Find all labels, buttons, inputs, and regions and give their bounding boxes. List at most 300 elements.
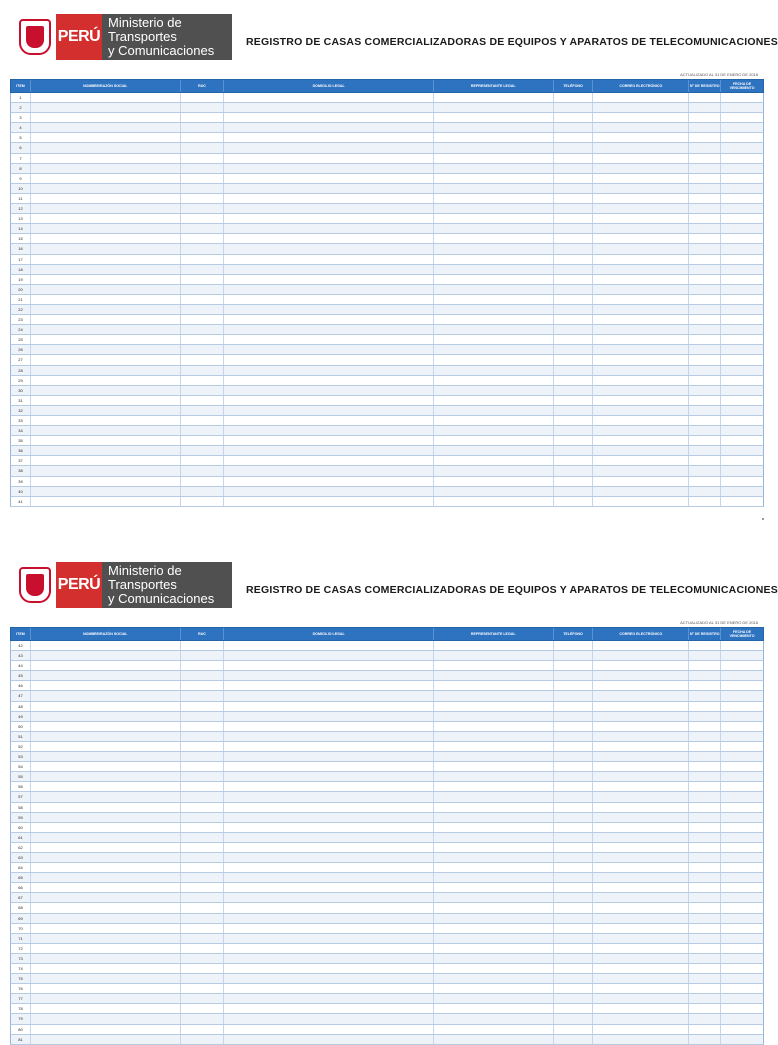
table-row	[10, 143, 764, 153]
cell-phone	[554, 426, 594, 435]
cell-email	[593, 823, 689, 832]
cell-name	[31, 954, 181, 963]
cell-legal-rep	[434, 903, 554, 912]
cell-address	[224, 1004, 433, 1013]
cell-expiry-date	[721, 194, 763, 203]
cell-registry-number	[689, 335, 721, 344]
cell-item: 14	[11, 224, 31, 233]
cell-phone	[554, 234, 594, 243]
cell-ruc	[181, 154, 225, 163]
cell-registry-number	[689, 924, 721, 933]
table-row	[10, 345, 764, 355]
cell-item: 13	[11, 214, 31, 223]
table-row	[10, 325, 764, 335]
cell-ruc	[181, 335, 225, 344]
cell-legal-rep	[434, 285, 554, 294]
cell-item: 61	[11, 833, 31, 842]
cell-phone	[554, 994, 594, 1003]
cell-email	[593, 742, 689, 751]
cell-address	[224, 944, 433, 953]
document-page-2	[0, 548, 778, 1042]
cell-registry-number	[689, 436, 721, 445]
cell-item: 2	[11, 103, 31, 112]
column-header-registry-number: Nº DE REGISTRO	[689, 80, 721, 92]
cell-legal-rep	[434, 355, 554, 364]
cell-registry-number	[689, 93, 721, 102]
cell-expiry-date	[721, 224, 763, 233]
cell-registry-number	[689, 154, 721, 163]
cell-phone	[554, 436, 594, 445]
cell-address	[224, 184, 433, 193]
cell-item: 41	[11, 497, 31, 506]
cell-address	[224, 234, 433, 243]
cell-address	[224, 143, 433, 152]
cell-name	[31, 194, 181, 203]
cell-phone	[554, 174, 594, 183]
cell-phone	[554, 964, 594, 973]
cell-legal-rep	[434, 466, 554, 475]
ministry-name-box	[102, 562, 232, 608]
cell-address	[224, 914, 433, 923]
cell-phone	[554, 487, 594, 496]
peru-crest-icon	[14, 14, 56, 60]
cell-ruc	[181, 113, 225, 122]
cell-registry-number	[689, 782, 721, 791]
cell-ruc	[181, 873, 225, 882]
cell-address	[224, 671, 433, 680]
cell-registry-number	[689, 984, 721, 993]
cell-address	[224, 325, 433, 334]
cell-address	[224, 255, 433, 264]
cell-expiry-date	[721, 954, 763, 963]
cell-email	[593, 143, 689, 152]
cell-email	[593, 456, 689, 465]
table-row	[10, 234, 764, 244]
cell-legal-rep	[434, 742, 554, 751]
cell-email	[593, 345, 689, 354]
cell-expiry-date	[721, 762, 763, 771]
cell-legal-rep	[434, 1035, 554, 1044]
cell-phone	[554, 355, 594, 364]
cell-item: 69	[11, 914, 31, 923]
cell-legal-rep	[434, 446, 554, 455]
cell-name	[31, 103, 181, 112]
cell-legal-rep	[434, 497, 554, 506]
cell-address	[224, 792, 433, 801]
cell-name	[31, 497, 181, 506]
cell-ruc	[181, 803, 225, 812]
table-row	[10, 853, 764, 863]
cell-registry-number	[689, 863, 721, 872]
cell-email	[593, 702, 689, 711]
cell-ruc	[181, 406, 225, 415]
table-row	[10, 154, 764, 164]
cell-email	[593, 123, 689, 132]
cell-email	[593, 244, 689, 253]
cell-address	[224, 702, 433, 711]
cell-name	[31, 143, 181, 152]
column-header-name: NOMBRE/RAZÓN SOCIAL	[31, 80, 181, 92]
cell-ruc	[181, 944, 225, 953]
cell-expiry-date	[721, 174, 763, 183]
cell-name	[31, 742, 181, 751]
cell-phone	[554, 386, 594, 395]
cell-item: 71	[11, 934, 31, 943]
cell-item: 52	[11, 742, 31, 751]
table-row	[10, 974, 764, 984]
cell-name	[31, 396, 181, 405]
cell-name	[31, 214, 181, 223]
table-row	[10, 823, 764, 833]
cell-item: 23	[11, 315, 31, 324]
cell-phone	[554, 1025, 594, 1034]
cell-registry-number	[689, 255, 721, 264]
cell-phone	[554, 244, 594, 253]
cell-item: 73	[11, 954, 31, 963]
cell-ruc	[181, 833, 225, 842]
cell-registry-number	[689, 843, 721, 852]
cell-phone	[554, 873, 594, 882]
cell-name	[31, 661, 181, 670]
cell-ruc	[181, 204, 225, 213]
cell-address	[224, 376, 433, 385]
cell-address	[224, 487, 433, 496]
cell-ruc	[181, 984, 225, 993]
updated-date: ACTUALIZADO AL 31 DE ENERO DE 2018	[680, 72, 758, 77]
cell-email	[593, 732, 689, 741]
cell-legal-rep	[434, 93, 554, 102]
cell-address	[224, 1025, 433, 1034]
cell-phone	[554, 93, 594, 102]
cell-item: 5	[11, 133, 31, 142]
cell-address	[224, 984, 433, 993]
cell-name	[31, 994, 181, 1003]
cell-phone	[554, 497, 594, 506]
cell-expiry-date	[721, 641, 763, 650]
cell-registry-number	[689, 752, 721, 761]
cell-expiry-date	[721, 752, 763, 761]
cell-registry-number	[689, 426, 721, 435]
cell-phone	[554, 762, 594, 771]
cell-ruc	[181, 994, 225, 1003]
registry-table	[10, 79, 764, 507]
cell-address	[224, 843, 433, 852]
cell-item: 72	[11, 944, 31, 953]
cell-ruc	[181, 1014, 225, 1023]
cell-expiry-date	[721, 651, 763, 660]
cell-name	[31, 376, 181, 385]
cell-email	[593, 113, 689, 122]
table-row	[10, 285, 764, 295]
table-row	[10, 883, 764, 893]
cell-expiry-date	[721, 265, 763, 274]
cell-phone	[554, 477, 594, 486]
cell-legal-rep	[434, 813, 554, 822]
cell-ruc	[181, 671, 225, 680]
updated-date: ACTUALIZADO AL 31 DE ENERO DE 2018	[680, 620, 758, 625]
cell-name	[31, 234, 181, 243]
table-row	[10, 477, 764, 487]
cell-ruc	[181, 722, 225, 731]
cell-address	[224, 1014, 433, 1023]
cell-ruc	[181, 244, 225, 253]
cell-ruc	[181, 863, 225, 872]
cell-address	[224, 974, 433, 983]
cell-address	[224, 446, 433, 455]
cell-phone	[554, 1035, 594, 1044]
cell-ruc	[181, 265, 225, 274]
cell-address	[224, 174, 433, 183]
table-row	[10, 651, 764, 661]
cell-registry-number	[689, 184, 721, 193]
cell-expiry-date	[721, 366, 763, 375]
cell-email	[593, 833, 689, 842]
registry-table	[10, 627, 764, 1045]
cell-legal-rep	[434, 396, 554, 405]
cell-ruc	[181, 661, 225, 670]
cell-email	[593, 1004, 689, 1013]
column-header-expiry-date: FECHA DE VENCIMIENTO	[729, 82, 755, 90]
cell-email	[593, 651, 689, 660]
cell-registry-number	[689, 466, 721, 475]
table-row	[10, 275, 764, 285]
cell-expiry-date	[721, 184, 763, 193]
cell-email	[593, 466, 689, 475]
table-row	[10, 93, 764, 103]
cell-expiry-date	[721, 416, 763, 425]
cell-legal-rep	[434, 366, 554, 375]
cell-ruc	[181, 416, 225, 425]
cell-address	[224, 964, 433, 973]
cell-registry-number	[689, 123, 721, 132]
cell-address	[224, 275, 433, 284]
cell-item: 75	[11, 974, 31, 983]
cell-phone	[554, 792, 594, 801]
cell-phone	[554, 113, 594, 122]
cell-address	[224, 285, 433, 294]
cell-address	[224, 335, 433, 344]
cell-item: 30	[11, 386, 31, 395]
cell-expiry-date	[721, 732, 763, 741]
cell-item: 80	[11, 1025, 31, 1034]
cell-email	[593, 883, 689, 892]
cell-address	[224, 396, 433, 405]
cell-expiry-date	[721, 386, 763, 395]
cell-registry-number	[689, 994, 721, 1003]
cell-phone	[554, 456, 594, 465]
cell-expiry-date	[721, 944, 763, 953]
cell-address	[224, 345, 433, 354]
cell-item: 76	[11, 984, 31, 993]
cell-registry-number	[689, 1014, 721, 1023]
table-row	[10, 954, 764, 964]
cell-expiry-date	[721, 964, 763, 973]
cell-registry-number	[689, 305, 721, 314]
cell-legal-rep	[434, 345, 554, 354]
cell-email	[593, 722, 689, 731]
cell-address	[224, 994, 433, 1003]
cell-ruc	[181, 255, 225, 264]
cell-name	[31, 295, 181, 304]
table-row	[10, 416, 764, 426]
table-row	[10, 133, 764, 143]
cell-ruc	[181, 305, 225, 314]
table-row	[10, 335, 764, 345]
cell-phone	[554, 214, 594, 223]
cell-item: 56	[11, 782, 31, 791]
cell-ruc	[181, 184, 225, 193]
cell-expiry-date	[721, 93, 763, 102]
table-row	[10, 772, 764, 782]
cell-item: 62	[11, 843, 31, 852]
cell-name	[31, 164, 181, 173]
cell-legal-rep	[434, 143, 554, 152]
cell-ruc	[181, 295, 225, 304]
cell-ruc	[181, 1025, 225, 1034]
table-row	[10, 1004, 764, 1014]
table-row	[10, 843, 764, 853]
cell-phone	[554, 255, 594, 264]
cell-legal-rep	[434, 113, 554, 122]
cell-registry-number	[689, 732, 721, 741]
cell-legal-rep	[434, 386, 554, 395]
cell-expiry-date	[721, 143, 763, 152]
cell-email	[593, 446, 689, 455]
cell-registry-number	[689, 974, 721, 983]
cell-registry-number	[689, 143, 721, 152]
cell-item: 64	[11, 863, 31, 872]
mtc-logo	[14, 14, 232, 60]
cell-expiry-date	[721, 903, 763, 912]
cell-address	[224, 691, 433, 700]
cell-registry-number	[689, 194, 721, 203]
cell-expiry-date	[721, 255, 763, 264]
table-row	[10, 914, 764, 924]
cell-email	[593, 103, 689, 112]
cell-phone	[554, 376, 594, 385]
cell-item: 58	[11, 803, 31, 812]
cell-phone	[554, 1014, 594, 1023]
cell-item: 4	[11, 123, 31, 132]
cell-address	[224, 133, 433, 142]
table-row	[10, 366, 764, 376]
table-header	[10, 79, 764, 93]
ministry-name-line2: y Comunicaciones	[108, 591, 215, 606]
cell-ruc	[181, 792, 225, 801]
cell-name	[31, 843, 181, 852]
cell-email	[593, 914, 689, 923]
cell-email	[593, 154, 689, 163]
cell-expiry-date	[721, 843, 763, 852]
cell-expiry-date	[721, 244, 763, 253]
cell-address	[224, 93, 433, 102]
cell-legal-rep	[434, 477, 554, 486]
cell-legal-rep	[434, 335, 554, 344]
cell-ruc	[181, 681, 225, 690]
table-row	[10, 355, 764, 365]
cell-name	[31, 651, 181, 660]
cell-expiry-date	[721, 833, 763, 842]
cell-ruc	[181, 103, 225, 112]
cell-registry-number	[689, 691, 721, 700]
table-row	[10, 803, 764, 813]
cell-expiry-date	[721, 204, 763, 213]
cell-expiry-date	[721, 1004, 763, 1013]
table-row	[10, 497, 764, 507]
cell-registry-number	[689, 883, 721, 892]
cell-phone	[554, 396, 594, 405]
table-row	[10, 426, 764, 436]
cell-name	[31, 722, 181, 731]
cell-address	[224, 833, 433, 842]
cell-registry-number	[689, 1025, 721, 1034]
cell-item: 9	[11, 174, 31, 183]
cell-expiry-date	[721, 722, 763, 731]
cell-ruc	[181, 325, 225, 334]
cell-registry-number	[689, 853, 721, 862]
cell-expiry-date	[721, 487, 763, 496]
cell-legal-rep	[434, 265, 554, 274]
cell-item: 74	[11, 964, 31, 973]
peru-brand-box	[56, 562, 102, 608]
document-page-1	[0, 0, 778, 520]
cell-legal-rep	[434, 103, 554, 112]
column-header-legal-rep: REPRESENTANTE LEGAL	[434, 80, 554, 92]
cell-ruc	[181, 477, 225, 486]
cell-registry-number	[689, 315, 721, 324]
cell-legal-rep	[434, 194, 554, 203]
cell-expiry-date	[721, 742, 763, 751]
cell-legal-rep	[434, 426, 554, 435]
cell-registry-number	[689, 702, 721, 711]
cell-legal-rep	[434, 204, 554, 213]
cell-name	[31, 1025, 181, 1034]
cell-name	[31, 174, 181, 183]
table-header	[10, 627, 764, 641]
cell-name	[31, 903, 181, 912]
cell-email	[593, 164, 689, 173]
table-row	[10, 752, 764, 762]
table-row	[10, 446, 764, 456]
cell-email	[593, 184, 689, 193]
cell-legal-rep	[434, 671, 554, 680]
cell-legal-rep	[434, 984, 554, 993]
cell-email	[593, 712, 689, 721]
cell-name	[31, 641, 181, 650]
cell-legal-rep	[434, 406, 554, 415]
cell-registry-number	[689, 792, 721, 801]
cell-phone	[554, 984, 594, 993]
table-row	[10, 712, 764, 722]
cell-phone	[554, 184, 594, 193]
cell-ruc	[181, 823, 225, 832]
cell-ruc	[181, 914, 225, 923]
cell-registry-number	[689, 366, 721, 375]
cell-registry-number	[689, 275, 721, 284]
cell-item: 51	[11, 732, 31, 741]
cell-registry-number	[689, 651, 721, 660]
cell-expiry-date	[721, 154, 763, 163]
cell-email	[593, 204, 689, 213]
cell-registry-number	[689, 1035, 721, 1044]
cell-registry-number	[689, 914, 721, 923]
cell-phone	[554, 164, 594, 173]
ministry-name-box	[102, 14, 232, 60]
cell-address	[224, 355, 433, 364]
cell-ruc	[181, 813, 225, 822]
table-row	[10, 184, 764, 194]
cell-email	[593, 974, 689, 983]
